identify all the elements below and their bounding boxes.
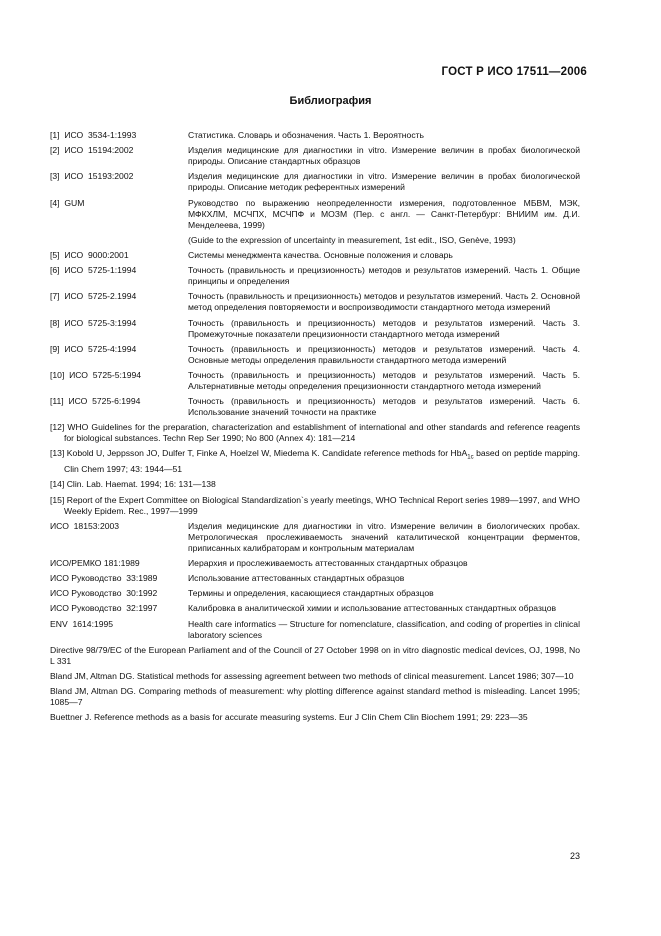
- reference-text: Изделия медицинские для диагностики in vitro. Измерение величин в пробах биологической природы. Описание методик референтных измерений: [188, 171, 580, 193]
- reference-entry: [50, 265, 580, 287]
- reference-code: ИСО 18153:2003: [50, 520, 120, 531]
- reference-text: Изделия медицинские для диагностики in vitro. Измерение величин в пробах биологической природы. Описание стандартных образцов: [188, 145, 580, 167]
- reference-text: Точность (правильность и прецизионность) методов и результатов измерений. Часть 3. Промежуточные показатели прецизионности стандартного метода измерений: [188, 317, 580, 339]
- reference-14: [14] Clin. Lab. Haemat. 1994; 16: 131—138: [50, 479, 216, 490]
- reference-code: ИСО/РЕМКО 181:1989: [50, 557, 140, 568]
- page-number: 23: [569, 851, 580, 861]
- reference-text: Использование аттестованных стандартных образцов: [188, 573, 405, 584]
- reference-entry: [50, 130, 580, 141]
- reference-entry: [50, 145, 580, 167]
- reference-entry: [50, 558, 580, 569]
- reference-text: Health care informatics — Structure for nomenclature, classification, and coding of properties in clinical laboratory sciences: [188, 618, 580, 640]
- reference-13-text: [13] Kobold U, Jeppsson JO, Dulfer T, Finke A, Hoelzel W, Miedema K. Candidate reference methods for HbA: [50, 448, 468, 459]
- reference-text: Системы менеджмента качества. Основные положения и словарь: [188, 249, 453, 260]
- reference-entry: [50, 250, 580, 261]
- reference-text: Изделия медицинские для диагностики in vitro. Измерение величин в биологических пробах. Метрологическая прослеживаемость значений каталитической концентрации ферментов, приписанных калибраторам и контрольным материалам: [188, 520, 580, 553]
- reference-code: [11] ИСО 5725-6:1994: [50, 396, 141, 407]
- reference-bland-1986: Bland JM, Altman DG. Statistical methods for assessing agreement between two methods of clinical measurement. Lancet 1986; 307—10: [50, 671, 574, 682]
- reference-text: Иерархия и прослеживаемость аттестованных стандартных образцов: [188, 557, 468, 568]
- reference-text: Точность (правильность и прецизионность) методов и результатов измерений. Часть 6. Использование значений точности на практике: [188, 396, 580, 418]
- bibliography: [50, 130, 580, 728]
- reference-code: [9] ИСО 5725-4:1994: [50, 343, 137, 354]
- reference-entry: [50, 396, 580, 418]
- reference-code: [7] ИСО 5725-2.1994: [50, 291, 137, 302]
- reference-13-subscript: 1c: [467, 455, 474, 462]
- reference-text: Точность (правильность и прецизионность) методов и результатов измерений. Часть 5. Альтернативные методы определения прецизионности стандартного метода измерений: [188, 369, 580, 391]
- reference-12: [12] WHO Guidelines for the preparation, characterization and establishment of international and other standards and reference reagents for biological substances. Techn Rep Ser 1990; No 800 (Annex 4): 181—214: [50, 422, 580, 444]
- reference-entry: [50, 573, 580, 584]
- reference-code: [4] GUM: [50, 197, 85, 208]
- reference-buettner: Buettner J. Reference methods as a basis for accurate measuring systems. Eur J Clin Chem Clin Biochem 1991; 29: 223—35: [50, 712, 528, 723]
- reference-entry: [50, 619, 580, 641]
- reference-text: Точность (правильность и прецизионность) методов и результатов измерений. Часть 1. Общие принципы и определения: [188, 265, 580, 287]
- reference-code: [6] ИСО 5725-1:1994: [50, 265, 137, 276]
- reference-15: [15] Report of the Expert Committee on Biological Standardization`s yearly meetings, WHO Technical Report series 1989—1997, and WHO Weekly Epidem. Rec., 1997—1999: [50, 494, 580, 516]
- reference-code: [10] ИСО 5725-5:1994: [50, 369, 142, 380]
- page-title: Библиография: [289, 95, 372, 107]
- reference-bland-1995: Bland JM, Altman DG. Comparing methods of measurement: why plotting difference against standard method is misleading. Lancet 1995; 1085—7: [50, 686, 580, 708]
- reference-entry: [50, 603, 580, 614]
- reference-text: Точность (правильность и прецизионность) методов и результатов измерений. Часть 4. Основные методы определения правильности стандартного метода измерений: [188, 343, 580, 365]
- reference-code: [5] ИСО 9000:2001: [50, 249, 129, 260]
- reference-code: ИСО Руководство 30:1992: [50, 588, 158, 599]
- reference-code: ENV 1614:1995: [50, 618, 114, 629]
- reference-entry: [50, 370, 580, 392]
- reference-entry: [50, 171, 580, 193]
- reference-code: [2] ИСО 15194:2002: [50, 145, 134, 156]
- reference-code: [3] ИСО 15193:2002: [50, 171, 134, 182]
- reference-code: [1] ИСО 3534-1:1993: [50, 130, 137, 140]
- reference-entry: [50, 198, 580, 231]
- standard-id: ГОСТ Р ИСО 17511—2006: [441, 66, 587, 78]
- reference-text: Статистика. Словарь и обозначения. Часть 1. Вероятность: [188, 130, 425, 140]
- reference-13-tail: based on peptide mapping. Clin Chem 1997; 43: 1944—51: [64, 448, 581, 475]
- reference-code: ИСО Руководство 33:1989: [50, 573, 158, 584]
- reference-code: [8] ИСО 5725-3:1994: [50, 317, 137, 328]
- reference-entry: [50, 291, 580, 313]
- reference-text: Руководство по выражению неопределенности измерения, подготовленное МБВМ, МЭК, МФКХЛМ, МСЧПХ, МСЧПФ и МОЗМ (Пер. с англ. — Санкт-Петербург: ВНИИМ им. Д.И. Менделеева, 1999): [188, 197, 580, 230]
- reference-text: Термины и определения, касающиеся стандартных образцов: [188, 588, 434, 599]
- reference-text: Точность (правильность и прецизионность) методов и результатов измерений. Часть 2. Основной метод определения повторяемости и воспроизводимости стандартного метода измерений: [188, 291, 580, 313]
- gum-english-title: (Guide to the expression of uncertainty in measurement, 1st edit., ISO, Genève, 1993): [188, 234, 516, 245]
- reference-entry: [50, 318, 580, 340]
- reference-entry: [50, 588, 580, 599]
- reference-code: ИСО Руководство 32:1997: [50, 603, 158, 614]
- reference-directive: Directive 98/79/EC of the European Parliament and of the Council of 27 October 1998 on in vitro diagnostic medical devices, OJ, 1998, No L 331: [50, 644, 580, 666]
- reference-entry: [50, 521, 580, 554]
- reference-text: Калибровка в аналитической химии и использование аттестованных стандартных образцов: [188, 603, 557, 614]
- reference-13: [50, 448, 580, 475]
- reference-entry: [50, 344, 580, 366]
